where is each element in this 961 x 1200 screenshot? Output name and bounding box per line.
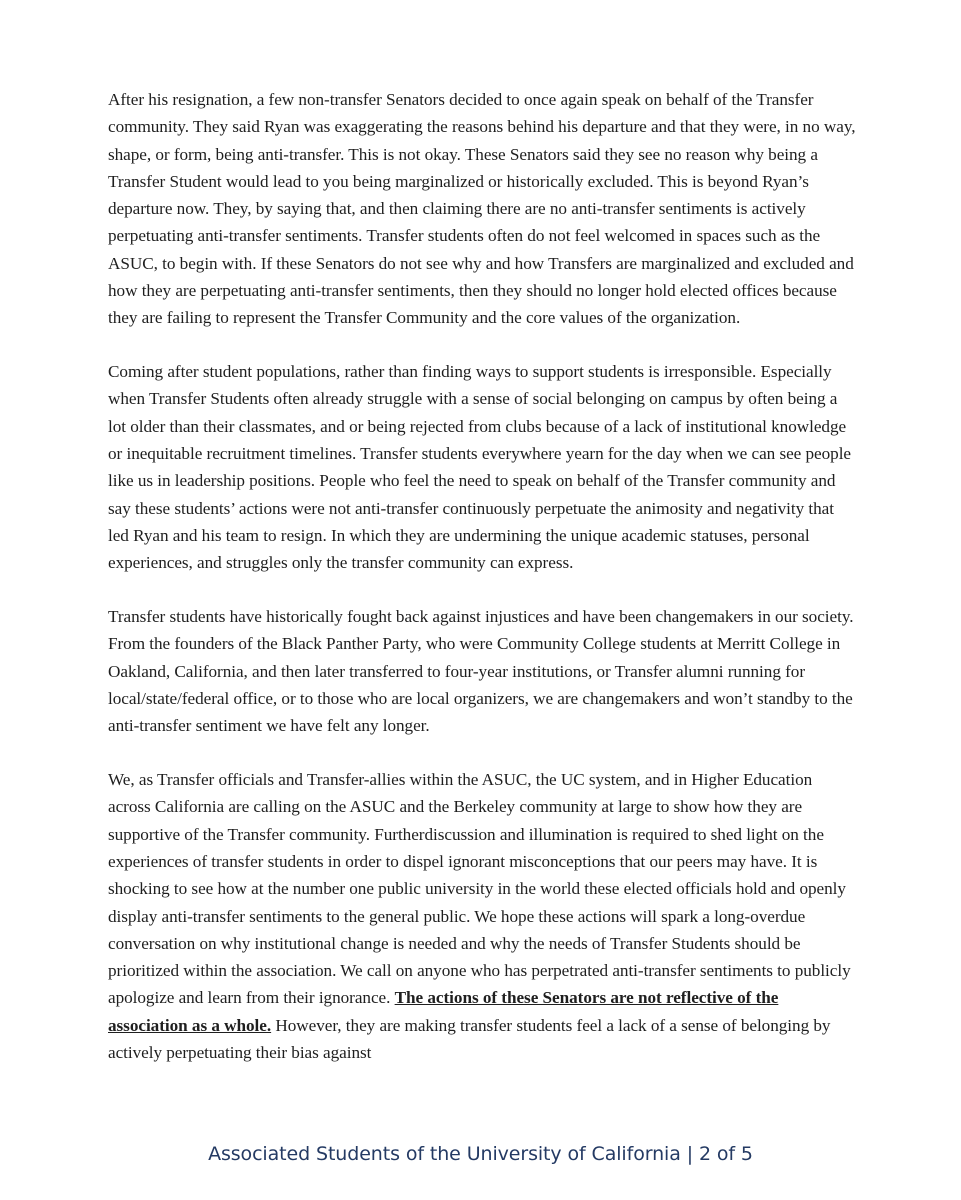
page-footer bbox=[0, 1143, 961, 1165]
paragraph-3: Transfer students have historically fought back against injustices and have been changemakers in our society. From the founders of the Black Panther Party, who were Community College students at Merritt College in Oakland, California, and then later transferred to four-year institutions, or Transfer alumni running for local/state/federal office, or to those who are local organizers, we are changemakers and won’t standby to the anti-transfer sentiment we have felt any longer. bbox=[108, 607, 854, 736]
paragraph-4 bbox=[108, 766, 856, 1066]
footer-separator: | bbox=[680, 1143, 699, 1165]
paragraph-4-continuation: However, they are making transfer students feel a lack of a sense of belonging by actively perpetuating their bias against bbox=[108, 1015, 831, 1062]
document-body bbox=[108, 86, 856, 1066]
paragraph-2: Coming after student populations, rather than finding ways to support students is irresponsible. Especially when Transfer Students often already struggle with a sense of social belonging on campus by often being a lot older than their classmates, and or being rejected from clubs because of a lack of institutional knowledge or inequitable recruitment timelines. Transfer students everywhere yearn for the day when we can see people like us in leadership positions. People who feel the need to speak on behalf of the Transfer community and say these students’ actions were not anti-transfer continuously perpetuate the animosity and negativity that led Ryan and his team to resign. In which they are undermining the unique academic statuses, personal experiences, and struggles only the transfer community can express. bbox=[108, 362, 851, 573]
paragraph-4-text: We, as Transfer officials and Transfer-allies within the ASUC, the UC system, and in Higher Education across California are calling on the ASUC and the Berkeley community at large to show how they are supportive of the Transfer community. Furtherdiscussion and illumination is required to shed light on the experiences of transfer students in order to dispel ignorant misconceptions that our peers may have. It is shocking to see how at the number one public university in the world these elected officials hold and openly display anti-transfer sentiments to the general public. We hope these actions will spark a long-overdue conversation on why institutional change is needed and why the needs of Transfer Students should be prioritized within the association. We call on anyone who has perpetrated anti-transfer sentiments to publicly apologize and learn from their ignorance. bbox=[108, 770, 851, 1008]
footer-organization: Associated Students of the University of California bbox=[208, 1143, 681, 1165]
emphasized-statement: The actions of these Senators are not reflective of the association as a whole. bbox=[108, 988, 779, 1035]
footer-page-number: 2 of 5 bbox=[698, 1143, 753, 1165]
paragraph-1: After his resignation, a few non-transfer Senators decided to once again speak on behalf of the Transfer community. They said Ryan was exaggerating the reasons behind his departure and that they were, in no way, shape, or form, being anti-transfer. This is not okay. These Senators said they see no reason why being a Transfer Student would lead to you being marginalized or historically excluded. This is beyond Ryan’s departure now. They, by saying that, and then claiming there are no anti-transfer sentiments is actively perpetuating anti-transfer sentiments. Transfer students often do not feel welcomed in spaces such as the ASUC, to begin with. If these Senators do not see why and how Transfers are marginalized and excluded and how they are perpetuating anti-transfer sentiments, then they should no longer hold elected offices because they are failing to represent the Transfer Community and the core values of the organization. bbox=[108, 90, 856, 328]
